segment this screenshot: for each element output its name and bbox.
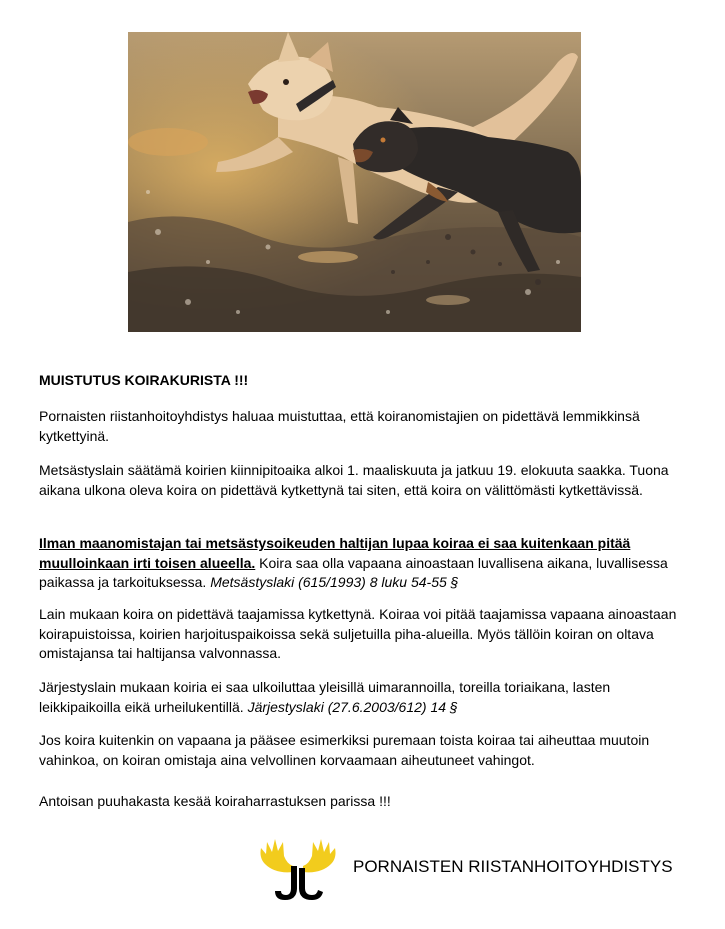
dogs-running-photo <box>128 32 581 332</box>
law-citation: Metsästyslaki (615/1993) 8 luku 54-55 § <box>210 574 459 590</box>
body-text: Koira saa olla vapaana ainoastaan luvallisena aikana, luvallisessa paikassa ja tarkoituksessa. <box>39 554 668 590</box>
paragraph-reminder: Pornaisten riistanhoitoyhdistys haluaa muistuttaa, että koiranomistajien on pidettävä lemmikkinsä kytkettyinä. <box>39 408 640 444</box>
organization-name: PORNAISTEN RIISTANHOITOYHDISTYS <box>353 857 673 876</box>
page-title: MUISTUTUS KOIRAKURISTA !!! <box>39 372 249 388</box>
paragraph-urban-areas: Lain mukaan koira on pidettävä taajamissa kytkettynä. Koiraa voi pitää taajamissa vapaana ainoastaan koirapuistoissa, koirien harjoituspaikoissa sekä suljetuilla piha-alueilla. Myös tällöin koiran on oltava omistajansa tai haltijansa valvonnassa. <box>39 606 677 661</box>
paragraph-liability: Jos koira kuitenkin on vapaana ja pääsee esimerkiksi puremaan toista koiraa tai aiheuttaa muutoin vahinkoa, on koiran omistaja aina velvollinen korvaamaan aiheutuneet vahingot. <box>39 732 650 768</box>
paragraph-landowner-permission <box>39 534 689 593</box>
moose-antler-logo <box>257 836 339 902</box>
law-citation: Järjestyslaki (27.6.2003/612) 14 § <box>247 698 458 715</box>
paragraph-public-order <box>39 678 689 717</box>
paragraph-closing: Antoisan puuhakasta kesää koiraharrastuksen parissa !!! <box>39 793 391 809</box>
body-text: Järjestyslain mukaan koiria ei saa ulkoiluttaa yleisillä uimarannoilla, toreilla toriaikana, lasten leikkipaikoilla eikä urheilukentillä. <box>39 679 611 715</box>
emphasis-text: Ilman maanomistajan tai metsästysoikeuden haltijan lupaa koiraa ei saa kuitenkaan pitää muulloinkaan irti toisen alueella. <box>39 535 631 571</box>
paragraph-leash-period: Metsästyslain säätämä koirien kiinnipitoaika alkoi 1. maaliskuuta ja jatkuu 19. elokuuta saakka. Tuona aikana ulkona oleva koira on pidettävä kytkettynä tai siten, että koira on välittömästi kytkettävissä. <box>39 462 669 498</box>
